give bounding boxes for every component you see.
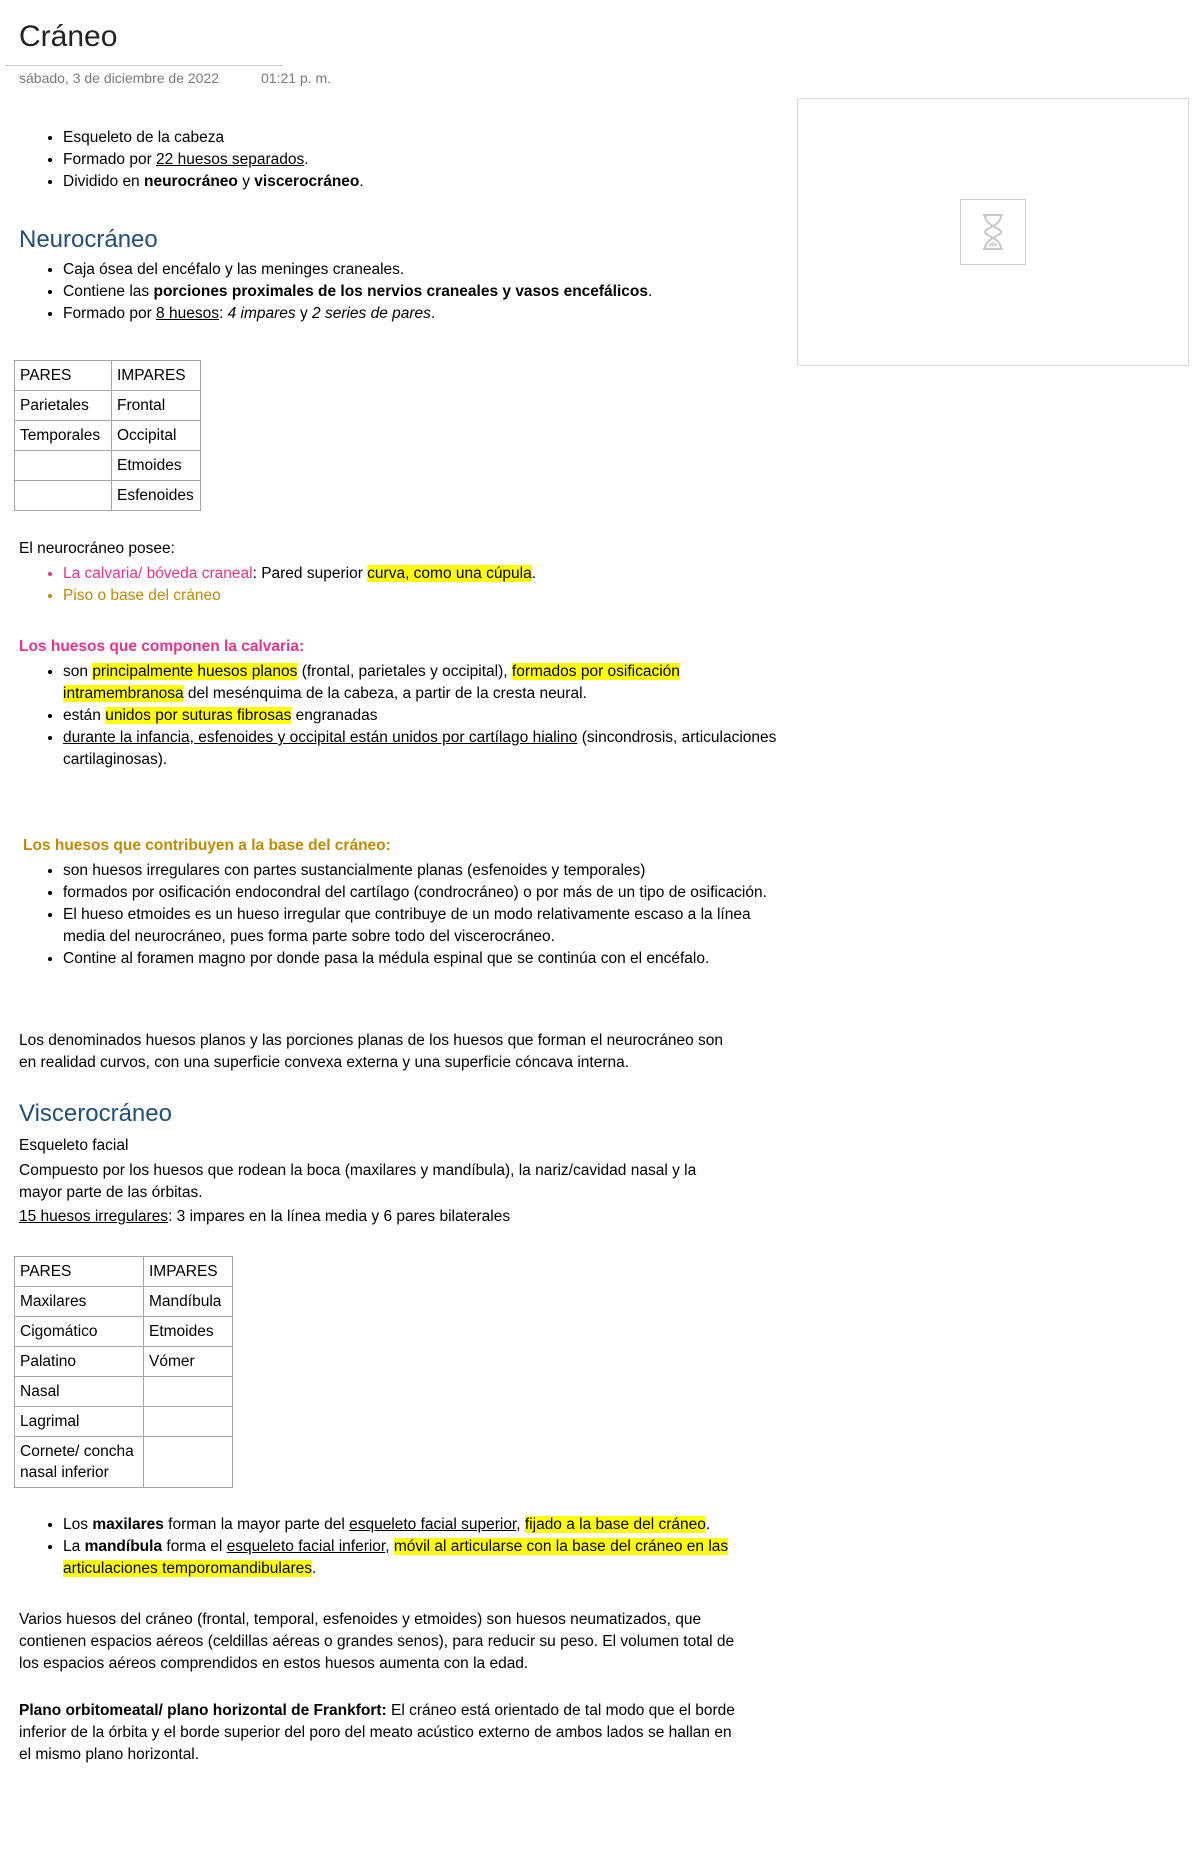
- table-row: [15, 391, 201, 421]
- list-item: • son huesos irregulares con partes sustancialmente planas (esfenoides y temporales): [63, 860, 783, 882]
- list-item: • Piso o base del cráneo: [63, 585, 783, 607]
- visc-bones-table: [14, 1256, 233, 1488]
- table-row: [15, 451, 201, 481]
- list-item: • están unidos por suturas fibrosas engranadas: [63, 705, 783, 727]
- table-row: [15, 1287, 233, 1317]
- list-item: • Caja ósea del encéfalo y las meninges craneales.: [63, 259, 783, 281]
- table-row: [15, 1347, 233, 1377]
- table-cell: Lagrimal: [15, 1407, 144, 1437]
- list-item: • Esqueleto de la cabeza: [63, 127, 783, 149]
- table-row: [15, 481, 201, 511]
- table-header: PARES: [15, 361, 112, 391]
- base-list: [19, 860, 783, 970]
- list-item: • son principalmente huesos planos (frontal, parietales y occipital), formados por osificación intramembranosa del mesénquima de la cabeza, a partir de la cresta neural.: [63, 661, 783, 705]
- neuro-list: [19, 259, 783, 325]
- table-cell: Etmoides: [144, 1317, 233, 1347]
- table-header: PARES: [15, 1257, 144, 1287]
- list-item: • Dividido en neurocráneo y viscerocráneo.: [63, 171, 783, 193]
- table-cell: Esfenoides: [112, 481, 201, 511]
- list-item: • La calvaria/ bóveda craneal: Pared superior curva, como una cúpula.: [63, 563, 783, 585]
- list-item: • El hueso etmoides es un hueso irregular que contribuye de un modo relativamente escaso a la línea media del neurocráneo, pues forma parte sobre todo del viscerocráneo.: [63, 904, 783, 948]
- base-paragraph: Los denominados huesos planos y las porciones planas de los huesos que forman el neurocráneo son en realidad curvos, con una superficie convexa externa y una superficie cóncava interna.: [19, 1032, 723, 1071]
- title-divider: [5, 65, 283, 66]
- calvaria-heading: Los huesos que componen la calvaria:: [19, 638, 305, 655]
- list-item: • Formado por 8 huesos: 4 impares y 2 series de pares.: [63, 303, 783, 325]
- table-cell: [144, 1407, 233, 1437]
- table-row: [15, 1257, 233, 1287]
- table-cell: Mandíbula: [144, 1287, 233, 1317]
- table-cell: [15, 481, 112, 511]
- table-row: [15, 1437, 233, 1488]
- list-item: • La mandíbula forma el esqueleto facial inferior, móvil al articularse con la base del cráneo en las articulaciones temporomandibulares.: [63, 1536, 783, 1580]
- neuro-posee: El neurocráneo posee:: [19, 540, 175, 557]
- table-cell: Frontal: [112, 391, 201, 421]
- table-row: [15, 1377, 233, 1407]
- table-row: [15, 361, 201, 391]
- list-item: • durante la infancia, esfenoides y occipital están unidos por cartílago hialino (sincondrosis, articulaciones cartilaginosas).: [63, 727, 783, 771]
- neuro-bones-table: [14, 360, 201, 511]
- table-cell: Palatino: [15, 1347, 144, 1377]
- list-item: • Formado por 22 huesos separados.: [63, 149, 783, 171]
- table-row: [15, 1317, 233, 1347]
- table-cell: Cornete/ concha nasal inferior: [15, 1437, 144, 1488]
- list-item: • Contiene las porciones proximales de los nervios craneales y vasos encefálicos.: [63, 281, 783, 303]
- visc-description: Compuesto por los huesos que rodean la boca (maxilares y mandíbula), la nariz/cavidad nasal y la mayor parte de las órbitas.: [19, 1162, 697, 1201]
- visc-subtitle: Esqueleto facial: [19, 1137, 129, 1154]
- heading-neurocraneo: Neurocráneo: [19, 226, 158, 253]
- heading-viscerocraneo: Viscerocráneo: [19, 1100, 172, 1127]
- visc-paragraph-frankfort: Plano orbitomeatal/ plano horizontal de Frankfort: El cráneo está orientado de tal modo que el borde inferior de la órbita y el borde superior del poro del meato acústico externo de ambos lados se hallan en el mismo plano horizontal.: [19, 1702, 735, 1763]
- table-row: [15, 421, 201, 451]
- table-cell: Temporales: [15, 421, 112, 451]
- table-cell: Etmoides: [112, 451, 201, 481]
- table-cell: Nasal: [15, 1377, 144, 1407]
- table-row: [15, 1407, 233, 1437]
- visc-list: [19, 1514, 783, 1580]
- base-heading: Los huesos que contribuyen a la base del cráneo:: [23, 837, 391, 854]
- page-date: sábado, 3 de diciembre de 2022: [19, 70, 220, 86]
- list-item: • formados por osificación endocondral del cartílago (condrocráneo) o por más de un tipo de osificación.: [63, 882, 783, 904]
- table-cell: Parietales: [15, 391, 112, 421]
- table-header: IMPARES: [144, 1257, 233, 1287]
- table-cell: [144, 1377, 233, 1407]
- visc-count: 15 huesos irregulares: 3 impares en la línea media y 6 pares bilaterales: [19, 1208, 511, 1225]
- list-item: • Contine al foramen magno por donde pasa la médula espinal que se continúa con el encéfalo.: [63, 948, 783, 970]
- page-title: Cráneo: [19, 20, 118, 53]
- table-cell: Maxilares: [15, 1287, 144, 1317]
- table-cell: [15, 451, 112, 481]
- table-cell: [144, 1437, 233, 1488]
- calvaria-list: [19, 661, 783, 771]
- list-item: • Los maxilares forman la mayor parte del esqueleto facial superior, fijado a la base del cráneo.: [63, 1514, 783, 1536]
- intro-list: [19, 127, 783, 193]
- image-placeholder[interactable]: [797, 98, 1189, 366]
- table-cell: Cigomático: [15, 1317, 144, 1347]
- table-header: IMPARES: [112, 361, 201, 391]
- hourglass-icon: [960, 199, 1026, 265]
- page-time: 01:21 p. m.: [261, 70, 332, 86]
- table-cell: Occipital: [112, 421, 201, 451]
- table-cell: Vómer: [144, 1347, 233, 1377]
- visc-paragraph-neumatizados: Varios huesos del cráneo (frontal, temporal, esfenoides y etmoides) son huesos neumatizados, que contienen espacios aéreos (celdillas aéreas o grandes senos), para reducir su peso. El volumen total de los espacios aéreos comprendidos en estos huesos aumenta con la edad.: [19, 1611, 735, 1672]
- neuro-parts-list: [19, 563, 783, 607]
